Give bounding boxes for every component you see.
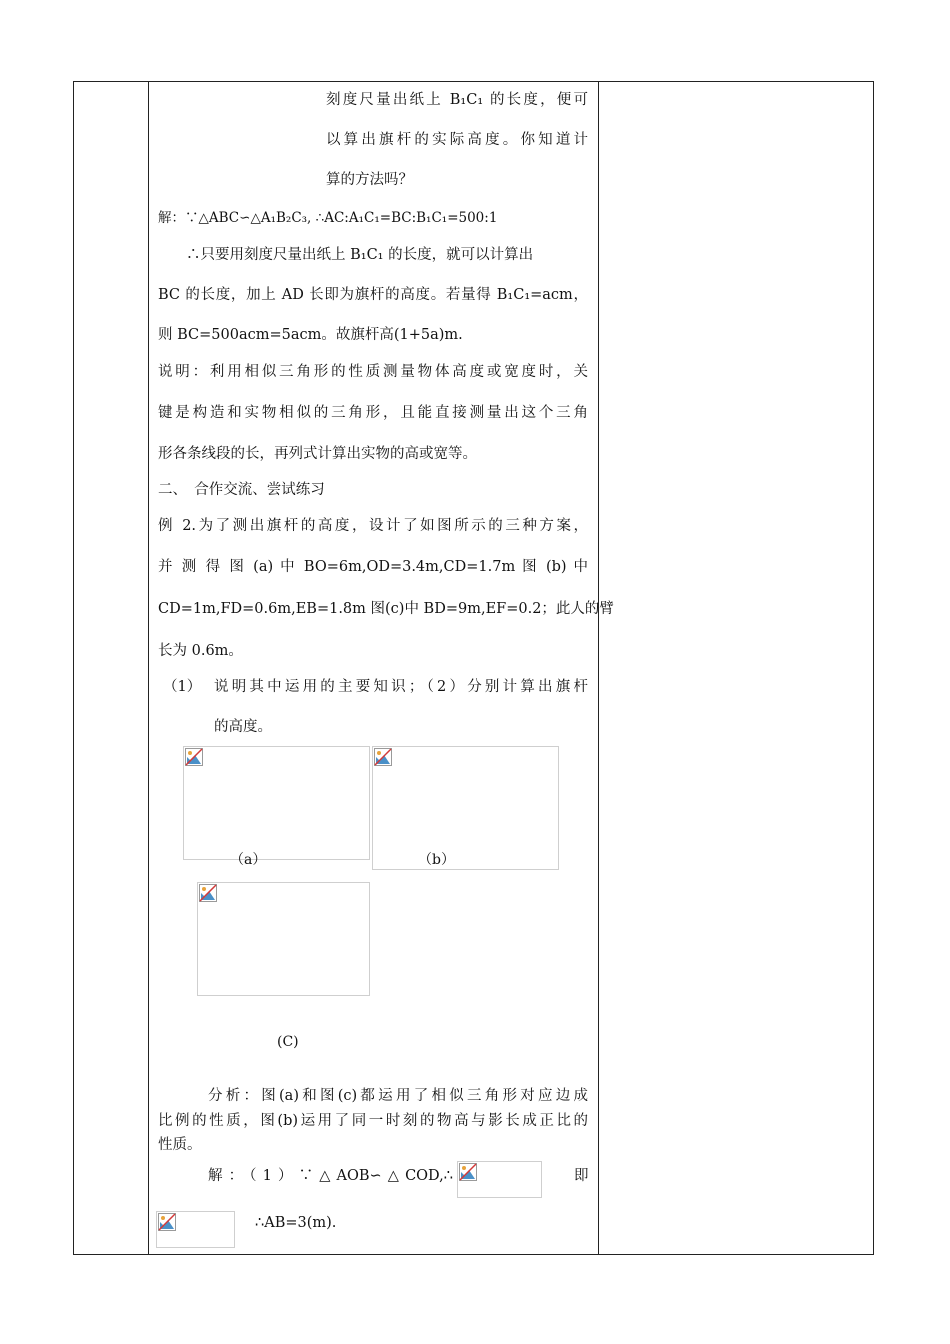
text-line: 键是构造和实物相似的三角形，且能直接测量出这个三角 <box>158 405 588 421</box>
broken-image-icon <box>185 748 203 766</box>
column-divider-1 <box>148 81 149 1255</box>
text-line: 即 <box>574 1168 589 1184</box>
text-line: 例 2.为了测出旗杆的高度，设计了如图所示的三种方案， <box>158 518 588 534</box>
text-line: 算的方法吗？ <box>326 172 413 188</box>
text-line: 的高度。 <box>214 719 272 735</box>
figure-b-image <box>372 746 559 870</box>
text-line: 说明其中运用的主要知识；（2）分别计算出旗杆 <box>214 679 588 695</box>
text-line: 长为 0.6m。 <box>158 643 243 659</box>
figure-a-image <box>183 746 370 860</box>
text-line: 解：∵△ABC∽△A₁B₂C₃, ∴AC:A₁C₁=BC:B₁C₁=500:1 <box>158 210 498 226</box>
list-marker: （1） <box>163 679 202 695</box>
text-line: 则 BC=500acm=5acm。故旗杆高(1+5a)m. <box>158 327 463 343</box>
formula-image <box>156 1211 235 1248</box>
figure-c-caption: (C) <box>277 1034 299 1050</box>
text-line: 并 测 得 图 (a) 中 BO=6m,OD=3.4m,CD=1.7m 图 (b) 中 <box>158 559 588 575</box>
section-heading: 二、 合作交流、尝试练习 <box>158 482 325 498</box>
broken-image-icon <box>459 1163 477 1181</box>
broken-image-icon <box>158 1213 176 1231</box>
text-line: BC 的长度，加上 AD 长即为旗杆的高度。若量得 B₁C₁=acm， <box>158 287 588 303</box>
text-line: 刻度尺量出纸上 B₁C₁ 的长度，便可 <box>326 92 588 108</box>
text-line: CD=1m,FD=0.6m,EB=1.8m 图(c)中 BD=9m,EF=0.2；此人的臂 <box>158 601 614 617</box>
text-line: 分析：图(a)和图(c)都运用了相似三角形对应边成 <box>208 1088 588 1104</box>
text-line: 形各条线段的长，再列式计算出实物的高或宽等。 <box>158 446 477 462</box>
text-line: ∴AB=3(m). <box>255 1215 337 1231</box>
figure-c-image <box>197 882 370 996</box>
text-line: ∴只要用刻度尺量出纸上 B₁C₁ 的长度，就可以计算出 <box>186 247 534 263</box>
figure-a-caption: （a） <box>230 852 267 868</box>
text-line: 说明：利用相似三角形的性质测量物体高度或宽度时，关 <box>158 364 588 380</box>
broken-image-icon <box>199 884 217 902</box>
text-line: 解：（1）∵△AOB∽△COD,∴ <box>208 1168 453 1184</box>
formula-image <box>457 1161 542 1198</box>
broken-image-icon <box>374 748 392 766</box>
text-line: 性质。 <box>158 1137 202 1153</box>
text-line: 以算出旗杆的实际高度。你知道计 <box>326 132 588 148</box>
figure-b-caption: （b） <box>418 852 455 868</box>
column-divider-2 <box>598 81 599 1255</box>
text-line: 比例的性质，图(b)运用了同一时刻的物高与影长成正比的 <box>158 1113 588 1129</box>
